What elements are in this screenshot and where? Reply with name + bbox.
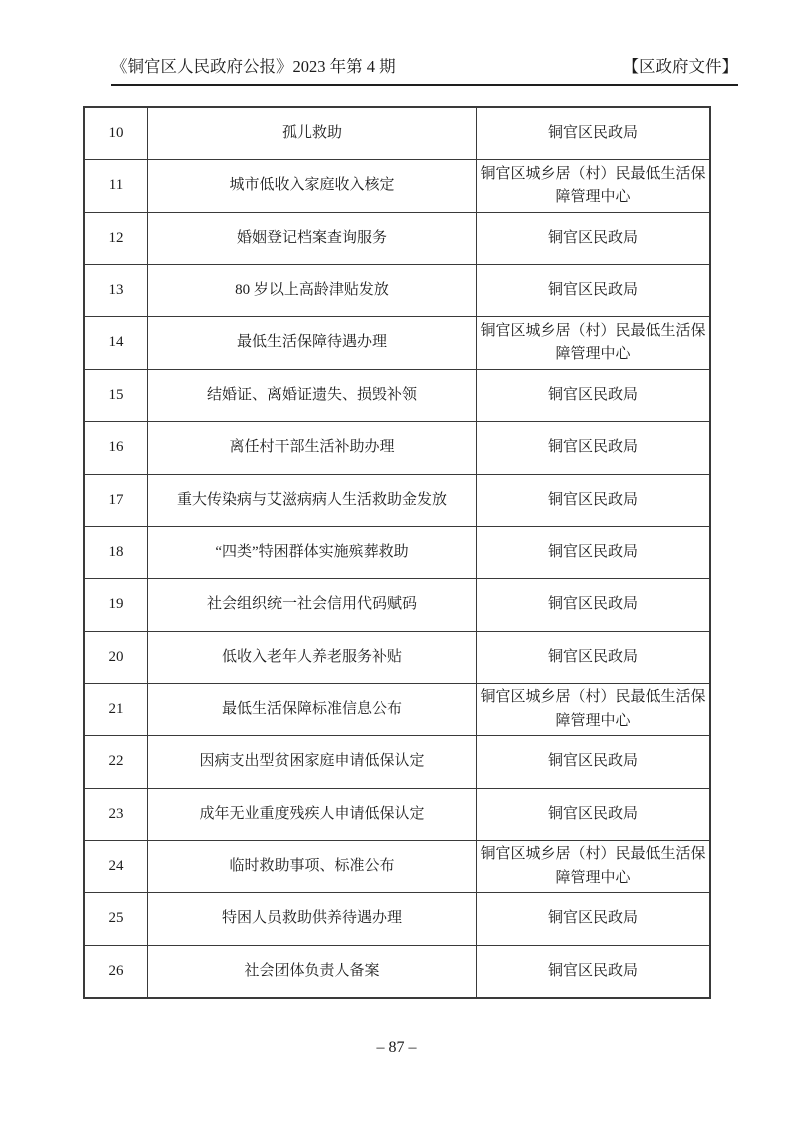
table-row xyxy=(85,736,709,788)
table-row xyxy=(85,527,709,579)
table-row xyxy=(85,684,709,736)
page-number: – 87 – xyxy=(376,1039,417,1056)
service-item-name: 社会团体负责人备案 xyxy=(244,962,380,979)
service-item-cell xyxy=(148,475,477,526)
row-number: 22 xyxy=(108,753,124,770)
service-item-cell xyxy=(148,736,477,787)
row-number-cell xyxy=(85,893,148,944)
row-number: 11 xyxy=(108,177,124,194)
row-number: 13 xyxy=(108,282,124,299)
service-item-cell xyxy=(148,893,477,944)
service-item-cell xyxy=(148,213,477,264)
journal-title: 《铜官区人民政府公报》2023 年第 4 期 xyxy=(111,57,396,76)
row-number-cell xyxy=(85,579,148,630)
service-item-cell xyxy=(148,527,477,578)
row-number: 21 xyxy=(108,701,124,717)
department-name: 铜官区民政局 xyxy=(547,596,638,613)
row-number-cell xyxy=(85,736,148,787)
service-item-name: 80 岁以上高龄津贴发放 xyxy=(235,282,389,299)
table-row xyxy=(85,317,709,369)
department-name: 铜官区城乡居（村）民最低生活保障管理中心 xyxy=(480,846,706,886)
row-number: 20 xyxy=(108,648,124,665)
service-item-name: 孤儿救助 xyxy=(281,125,342,142)
department-name: 铜官区城乡居（村）民最低生活保障管理中心 xyxy=(480,165,706,206)
table-row xyxy=(85,370,709,422)
service-item-name: 临时救助事项、标准公布 xyxy=(229,858,395,875)
row-number-cell xyxy=(85,841,148,892)
table-row xyxy=(85,579,709,631)
service-item-name: 城市低收入家庭收入核定 xyxy=(229,177,395,194)
page-footer xyxy=(0,1039,793,1057)
row-number-cell xyxy=(85,265,148,316)
service-item-cell xyxy=(148,265,477,316)
service-item-cell xyxy=(148,370,477,421)
department-cell xyxy=(477,789,709,840)
department-cell xyxy=(477,422,709,473)
department-name: 铜官区民政局 xyxy=(547,439,638,456)
row-number-cell xyxy=(85,317,148,368)
department-name: 铜官区城乡居（村）民最低生活保障管理中心 xyxy=(480,689,706,729)
department-name: 铜官区民政局 xyxy=(547,229,638,246)
table-row xyxy=(85,789,709,841)
service-item-cell xyxy=(148,317,477,368)
department-cell xyxy=(477,736,709,787)
department-cell xyxy=(477,579,709,630)
row-number-cell xyxy=(85,475,148,526)
table-row xyxy=(85,265,709,317)
service-item-cell xyxy=(148,684,477,735)
row-number: 26 xyxy=(108,962,124,979)
section-label: 【区政府文件】 xyxy=(622,57,738,76)
department-cell xyxy=(477,684,709,735)
department-name: 铜官区民政局 xyxy=(547,125,638,142)
table-row xyxy=(85,422,709,474)
row-number: 19 xyxy=(108,596,124,613)
department-cell xyxy=(477,213,709,264)
department-cell xyxy=(477,632,709,683)
service-item-cell xyxy=(148,422,477,473)
row-number: 10 xyxy=(108,125,124,142)
row-number-cell xyxy=(85,422,148,473)
department-name: 铜官区城乡居（村）民最低生活保障管理中心 xyxy=(480,322,706,363)
department-name: 铜官区民政局 xyxy=(547,805,638,822)
row-number-cell xyxy=(85,946,148,997)
service-item-name: 结婚证、离婚证遗失、损毁补领 xyxy=(206,386,417,403)
table-row xyxy=(85,160,709,212)
department-cell xyxy=(477,893,709,944)
row-number: 16 xyxy=(108,439,124,456)
row-number-cell xyxy=(85,789,148,840)
department-cell xyxy=(477,841,709,892)
service-item-cell xyxy=(148,632,477,683)
service-item-cell xyxy=(148,108,477,159)
service-item-name: 离任村干部生活补助办理 xyxy=(229,439,395,456)
department-name: 铜官区民政局 xyxy=(547,910,638,927)
department-cell xyxy=(477,108,709,159)
row-number-cell xyxy=(85,108,148,159)
department-name: 铜官区民政局 xyxy=(547,282,638,299)
row-number: 14 xyxy=(108,334,124,351)
service-items-table xyxy=(83,106,711,999)
page-header xyxy=(111,53,738,86)
table-row xyxy=(85,632,709,684)
table-row xyxy=(85,108,709,160)
table-row xyxy=(85,841,709,893)
service-item-cell xyxy=(148,160,477,211)
row-number: 23 xyxy=(108,805,124,822)
service-item-name: 因病支出型贫困家庭申请低保认定 xyxy=(199,753,425,770)
row-number-cell xyxy=(85,213,148,264)
department-name: 铜官区民政局 xyxy=(547,386,638,403)
service-item-cell xyxy=(148,841,477,892)
department-cell xyxy=(477,370,709,421)
row-number: 18 xyxy=(108,543,124,560)
department-cell xyxy=(477,475,709,526)
row-number: 17 xyxy=(108,491,124,508)
department-name: 铜官区民政局 xyxy=(547,543,638,560)
service-item-cell xyxy=(148,579,477,630)
service-item-name: 低收入老年人养老服务补贴 xyxy=(221,648,402,665)
service-item-name: 最低生活保障待遇办理 xyxy=(236,334,387,351)
service-item-name: 特困人员救助供养待遇办理 xyxy=(221,910,402,927)
table-row xyxy=(85,475,709,527)
service-item-cell xyxy=(148,946,477,997)
row-number-cell xyxy=(85,370,148,421)
department-name: 铜官区民政局 xyxy=(547,648,638,665)
table-row xyxy=(85,213,709,265)
department-name: 铜官区民政局 xyxy=(547,491,638,508)
department-cell xyxy=(477,946,709,997)
department-name: 铜官区民政局 xyxy=(547,753,638,770)
service-item-name: 社会组织统一社会信用代码赋码 xyxy=(206,596,417,613)
service-item-name: 婚姻登记档案查询服务 xyxy=(236,229,387,246)
department-name: 铜官区民政局 xyxy=(547,962,638,979)
service-item-name: 重大传染病与艾滋病病人生活救助金发放 xyxy=(176,491,447,508)
row-number-cell xyxy=(85,160,148,211)
department-cell xyxy=(477,160,709,211)
row-number-cell xyxy=(85,527,148,578)
row-number-cell xyxy=(85,684,148,735)
department-cell xyxy=(477,317,709,368)
service-item-name: 成年无业重度残疾人申请低保认定 xyxy=(199,805,425,822)
service-item-name: “四类”特困群体实施殡葬救助 xyxy=(215,543,409,560)
table-row xyxy=(85,893,709,945)
row-number-cell xyxy=(85,632,148,683)
row-number: 12 xyxy=(108,229,124,246)
row-number: 24 xyxy=(108,858,124,875)
table-row xyxy=(85,946,709,997)
service-item-name: 最低生活保障标准信息公布 xyxy=(221,701,402,717)
row-number: 25 xyxy=(108,910,124,927)
department-cell xyxy=(477,527,709,578)
row-number: 15 xyxy=(108,386,124,403)
department-cell xyxy=(477,265,709,316)
service-item-cell xyxy=(148,789,477,840)
